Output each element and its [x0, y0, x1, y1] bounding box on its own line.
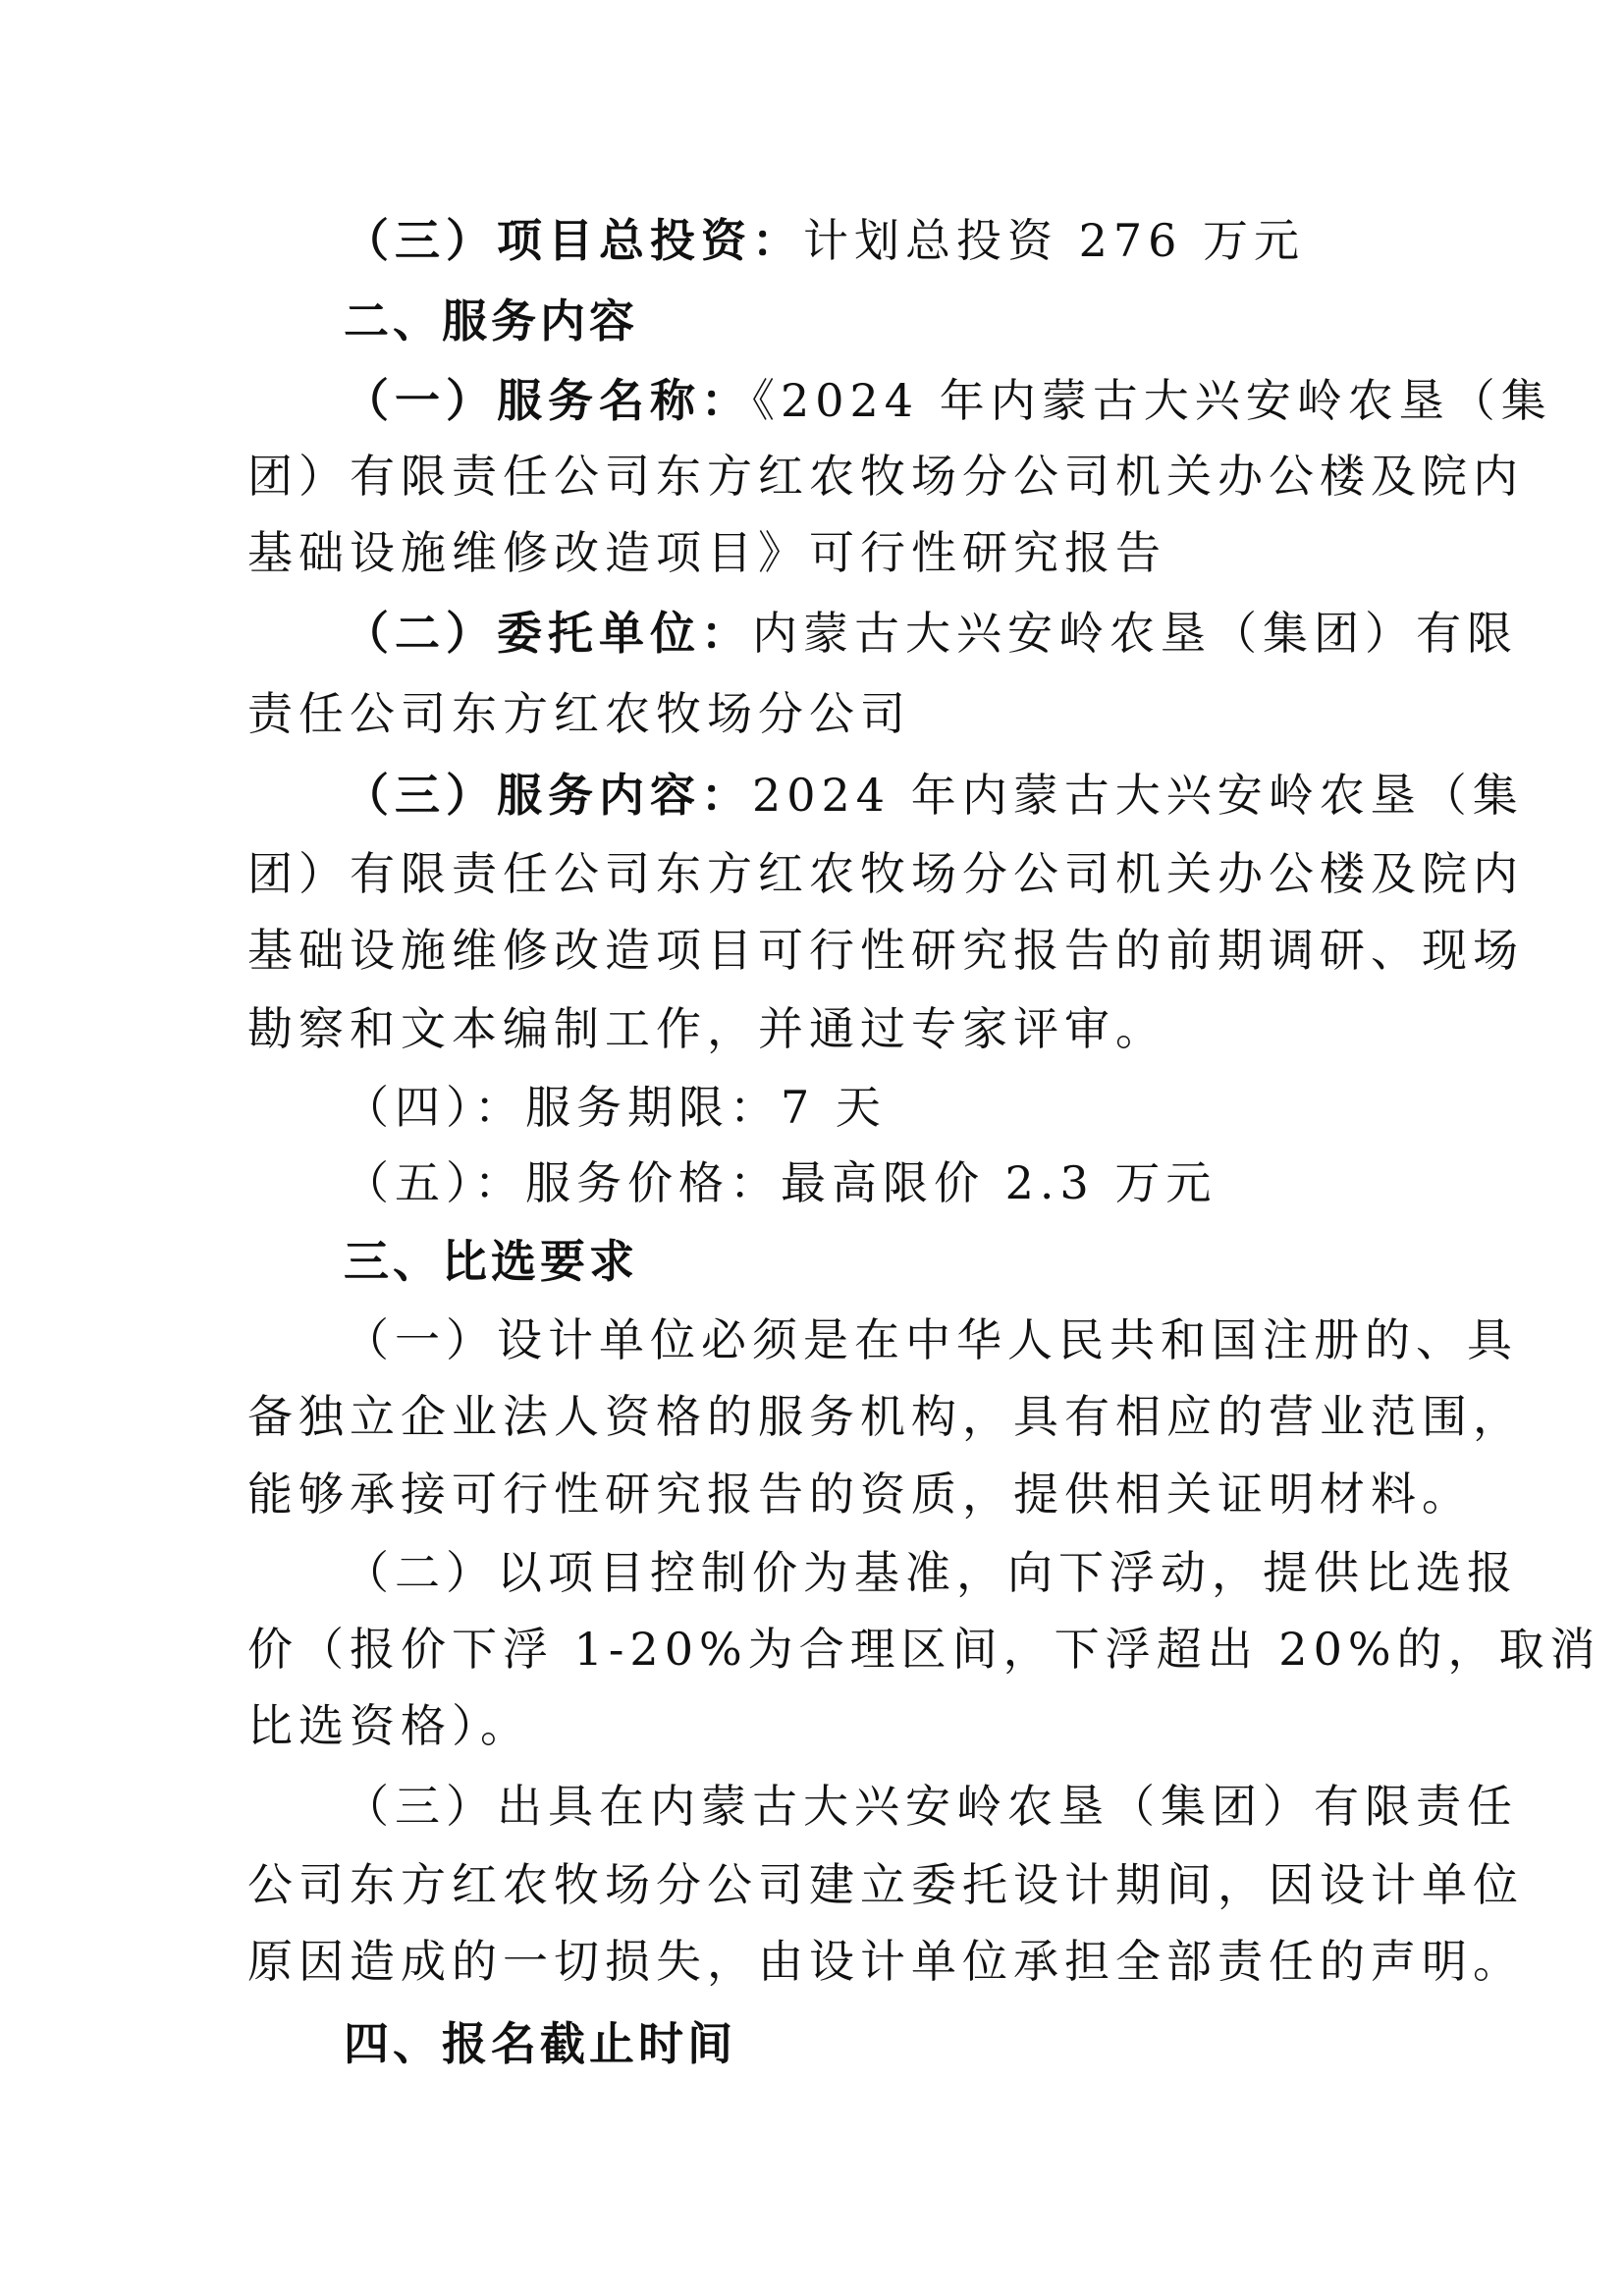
investment-line	[344, 211, 1305, 270]
section-heading-requirements: 三、比选要求	[344, 1235, 638, 1288]
service-name-line-3: 基础设施维修改造项目》可行性研究报告	[247, 526, 1166, 579]
service-content-label: （三）服务内容：	[344, 769, 752, 822]
requirement-1-line-3: 能够承接可行性研究报告的资质，提供相关证明材料。	[247, 1468, 1473, 1521]
service-period-line	[344, 1078, 887, 1137]
service-content-line-4: 勘察和文本编制工作，并通过专家评审。	[247, 1002, 1166, 1055]
service-content-line-3: 基础设施维修改造项目可行性研究报告的前期调研、现场	[247, 924, 1524, 977]
investment-label: （三）项目总投资：	[344, 214, 803, 267]
requirement-1-line-2: 备独立企业法人资格的服务机构，具有相应的营业范围，	[247, 1390, 1524, 1443]
client-label: （二）委托单位：	[344, 607, 752, 660]
section-heading-service: 二、服务内容	[344, 294, 638, 347]
service-content-value: 2024 年内蒙古大兴安岭农垦（集	[752, 769, 1524, 822]
requirement-2-line-2: 价（报价下浮 1-20%为合理区间，下浮超出 20%的，取消	[247, 1623, 1601, 1676]
requirement-2-line-1: （二）以项目控制价为基准，向下浮动，提供比选报	[344, 1546, 1518, 1599]
service-period-label: （四）：服务期限：	[344, 1081, 781, 1134]
investment-value: 计划总投资 276 万元	[803, 214, 1306, 267]
service-period-value: 7 天	[781, 1081, 887, 1134]
service-name-line-2: 团）有限责任公司东方红农牧场分公司机关办公楼及院内	[247, 450, 1524, 503]
service-price-line	[344, 1153, 1217, 1212]
service-content-line-2: 团）有限责任公司东方红农牧场分公司机关办公楼及院内	[247, 847, 1524, 900]
service-name-line-1	[344, 371, 1552, 430]
requirement-3-line-3: 原因造成的一切损失，由设计单位承担全部责任的声明。	[247, 1935, 1524, 1988]
service-name-label: （一）服务名称：	[344, 374, 752, 427]
requirement-1-line-1: （一）设计单位必须是在中华人民共和国注册的、具	[344, 1313, 1518, 1366]
client-line-2: 责任公司东方红农牧场分公司	[247, 687, 911, 740]
section-heading-deadline: 四、报名截止时间	[344, 2017, 736, 2070]
service-name-value: 《2024 年内蒙古大兴安岭农垦（集	[752, 374, 1552, 427]
requirement-3-line-1: （三）出具在内蒙古大兴安岭农垦（集团）有限责任	[344, 1780, 1518, 1833]
requirement-3-line-2: 公司东方红农牧场分公司建立委托设计期间，因设计单位	[247, 1858, 1524, 1911]
requirement-2-line-3: 比选资格）。	[247, 1699, 531, 1752]
service-content-line-1	[344, 766, 1524, 825]
client-value: 内蒙古大兴安岭农垦（集团）有限	[752, 607, 1518, 660]
service-price-label: （五）：服务价格：	[344, 1156, 781, 1209]
client-line-1	[344, 604, 1518, 663]
service-price-value: 最高限价 2.3 万元	[781, 1156, 1217, 1209]
